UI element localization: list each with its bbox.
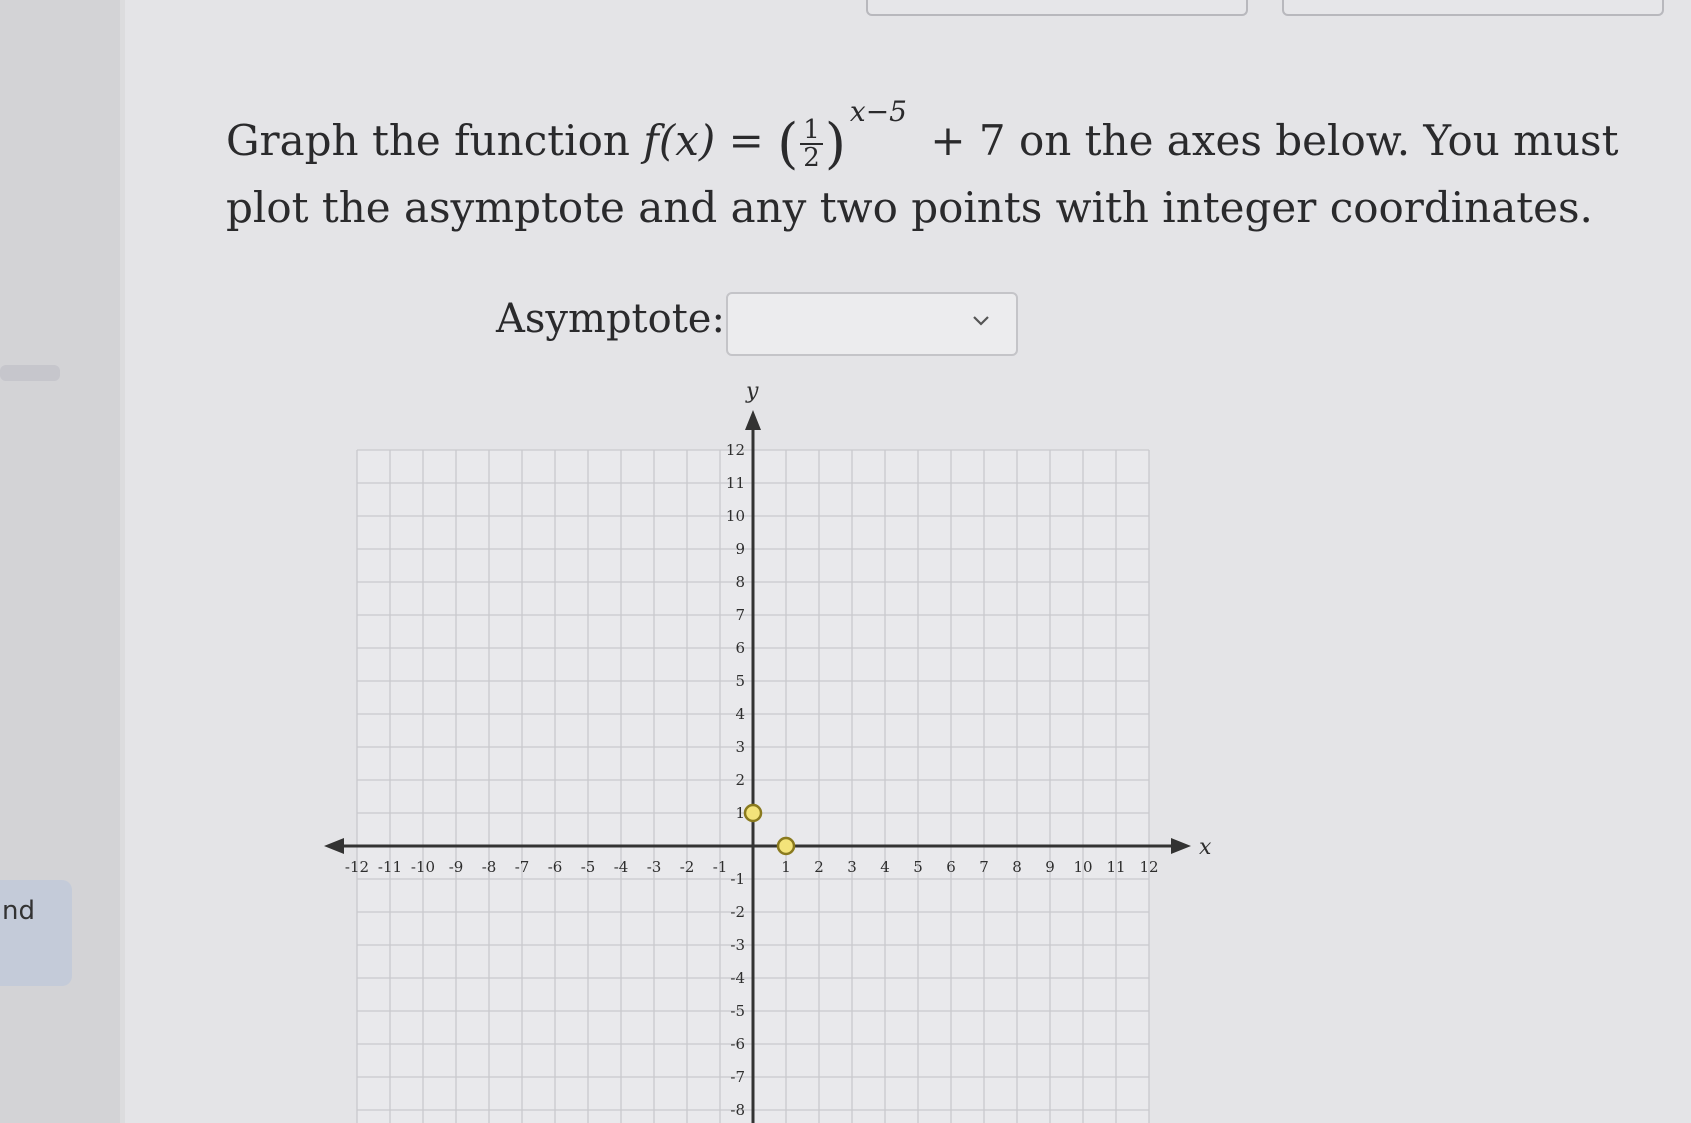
y-tick-label: 5: [735, 672, 745, 690]
draggable-point[interactable]: [778, 838, 794, 854]
x-tick-label: -10: [410, 858, 436, 876]
chevron-down-icon: [972, 312, 990, 330]
x-tick-label: 1: [781, 858, 791, 876]
y-tick-label: -3: [730, 936, 745, 954]
y-tick-label: -7: [730, 1068, 745, 1086]
x-axis-label: x: [1199, 835, 1212, 860]
function-arg: (x): [658, 116, 716, 165]
y-tick-label: 3: [735, 738, 745, 756]
y-tick-label: -8: [730, 1101, 745, 1119]
y-tick-label: 8: [735, 573, 745, 591]
x-axis-arrow-left: [324, 838, 344, 854]
fraction-denominator: 2: [803, 143, 820, 173]
top-tab-left[interactable]: [866, 0, 1248, 16]
y-tick-label: 6: [735, 639, 745, 657]
y-tick-label: 1: [735, 804, 745, 822]
x-tick-label: -12: [344, 858, 370, 876]
x-tick-label: 9: [1045, 858, 1055, 876]
x-tick-label: -3: [646, 858, 662, 876]
question-line-1: [226, 80, 1626, 176]
prompt-prefix: Graph the function: [226, 116, 630, 165]
exponent: x−5: [849, 95, 907, 128]
x-tick-label: 6: [946, 858, 956, 876]
x-tick-label: 8: [1012, 858, 1022, 876]
x-tick-label: 4: [880, 858, 890, 876]
y-tick-label: -5: [730, 1002, 745, 1020]
x-tick-label: -8: [481, 858, 497, 876]
x-tick-label: -1: [712, 858, 728, 876]
sidebar-bar: [0, 365, 60, 381]
y-tick-label: 9: [735, 540, 745, 558]
x-tick-label: 12: [1139, 858, 1159, 876]
x-tick-label: 11: [1106, 858, 1126, 876]
right-paren: ): [824, 112, 846, 175]
sidebar-tab-label: nd: [2, 896, 35, 926]
x-tick-label: -11: [377, 858, 403, 876]
coordinate-graph[interactable]: [320, 379, 1212, 1123]
question-prompt: [226, 80, 1626, 240]
line1-suffix: on the axes below. You must: [1018, 116, 1619, 165]
x-tick-label: 7: [979, 858, 989, 876]
x-tick-label: -9: [448, 858, 464, 876]
x-tick-label: 10: [1073, 858, 1093, 876]
left-paren: (: [777, 112, 799, 175]
y-tick-label: -1: [730, 870, 745, 888]
y-tick-label: 2: [735, 771, 745, 789]
x-tick-label: -7: [514, 858, 530, 876]
base-fraction: [800, 117, 823, 171]
x-tick-label: -6: [547, 858, 563, 876]
x-tick-label: -4: [613, 858, 629, 876]
equals-sign: =: [728, 116, 764, 165]
y-tick-label: 7: [735, 606, 745, 624]
y-tick-label: -4: [730, 969, 745, 987]
x-tick-label: -5: [580, 858, 596, 876]
x-tick-label: 2: [814, 858, 824, 876]
draggable-point[interactable]: [745, 805, 761, 821]
y-axis-label: y: [746, 379, 759, 404]
question-line-2: plot the asymptote and any two points with integer coordinates.: [226, 183, 1593, 232]
x-tick-label: 5: [913, 858, 923, 876]
x-axis-arrow-right: [1171, 838, 1191, 854]
y-tick-label: 10: [725, 507, 745, 525]
asymptote-dropdown[interactable]: [726, 292, 1018, 356]
y-tick-label: 4: [735, 705, 745, 723]
plus-term: + 7: [930, 116, 1006, 165]
y-tick-label: -6: [730, 1035, 745, 1053]
fraction-numerator: 1: [800, 117, 823, 145]
y-axis-arrow-up: [745, 410, 761, 430]
y-tick-label: 12: [725, 441, 745, 459]
asymptote-label: Asymptote:: [496, 296, 725, 342]
x-tick-label: 3: [847, 858, 857, 876]
y-tick-label: 11: [725, 474, 745, 492]
y-tick-label: -2: [730, 903, 745, 921]
function-name: f: [643, 116, 659, 165]
top-tab-right[interactable]: [1282, 0, 1664, 16]
x-tick-label: -2: [679, 858, 695, 876]
